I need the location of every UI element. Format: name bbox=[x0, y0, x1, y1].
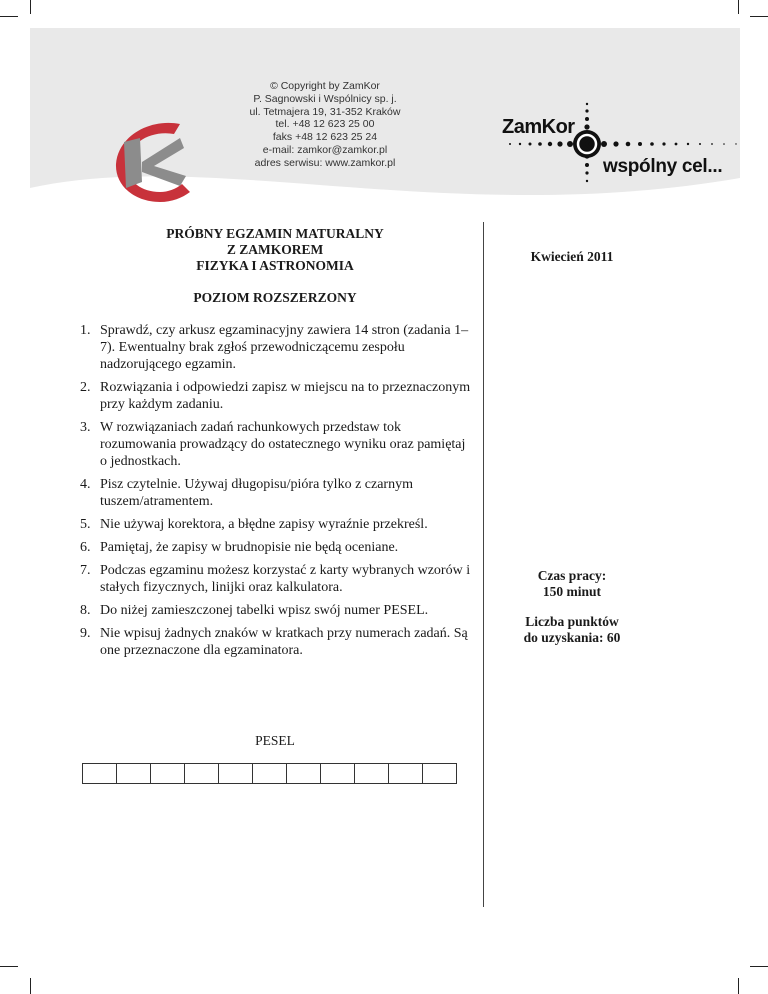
instruction-item bbox=[80, 625, 475, 659]
pesel-cell[interactable] bbox=[82, 763, 117, 784]
instruction-number: 8. bbox=[80, 603, 91, 618]
website-line: adres serwisu: www.zamkor.pl bbox=[254, 156, 396, 169]
crop-mark bbox=[30, 978, 31, 994]
instruction-item bbox=[80, 419, 475, 470]
pesel-cell[interactable] bbox=[422, 763, 457, 784]
instruction-number: 9. bbox=[80, 626, 91, 641]
crop-mark bbox=[738, 978, 739, 994]
crop-mark bbox=[0, 966, 18, 967]
instruction-item bbox=[80, 476, 475, 510]
vertical-divider bbox=[483, 222, 484, 907]
company-line: P. Sagnowski i Wspólnicy sp. j. bbox=[253, 92, 397, 105]
duration-value: 150 minut bbox=[542, 584, 602, 599]
instruction-item bbox=[80, 379, 475, 413]
instruction-text: Do niżej zamieszczonej tabelki wpisz swój numer PESEL. bbox=[100, 603, 429, 618]
instruction-text: Sprawdź, czy arkusz egzaminacyjny zawiera 14 stron (zadania 1–7). Ewentualny brak zgłoś przewodniczącemu zespołu nadzorującego egzamin. bbox=[100, 323, 469, 372]
instruction-text: Rozwiązania i odpowiedzi zapisz w miejscu na to przeznaczonym przy każdym zadaniu. bbox=[100, 380, 471, 412]
instruction-text: Pisz czytelnie. Używaj długopisu/pióra tylko z czarnym tuszem/atramentem. bbox=[100, 477, 413, 509]
brand-slogan: wspólny cel... bbox=[603, 156, 723, 177]
phone-line: tel. +48 12 623 25 00 bbox=[275, 118, 375, 131]
pesel-cell[interactable] bbox=[286, 763, 321, 784]
crop-mark bbox=[750, 16, 768, 17]
points-value: do uzyskania: 60 bbox=[523, 630, 621, 645]
copyright-block bbox=[215, 80, 435, 170]
pesel-label: PESEL bbox=[255, 733, 295, 748]
instruction-number: 6. bbox=[80, 540, 91, 555]
instruction-number: 3. bbox=[80, 420, 91, 435]
pesel-cell[interactable] bbox=[116, 763, 151, 784]
exam-duration bbox=[497, 568, 647, 600]
zamkor-circle-k-icon bbox=[572, 129, 602, 159]
header-band bbox=[30, 28, 740, 218]
instruction-number: 1. bbox=[80, 323, 91, 338]
pesel-grid bbox=[83, 763, 457, 784]
instruction-item bbox=[80, 562, 475, 596]
instruction-number: 2. bbox=[80, 380, 91, 395]
instruction-item bbox=[80, 322, 475, 373]
crop-mark bbox=[30, 0, 31, 14]
brand-dots-decoration bbox=[470, 98, 740, 198]
exam-date: Kwiecień 2011 bbox=[530, 249, 614, 264]
instruction-number: 5. bbox=[80, 517, 91, 532]
instruction-number: 7. bbox=[80, 563, 91, 578]
instruction-text: Nie używaj korektora, a błędne zapisy wyraźnie przekreśl. bbox=[100, 517, 428, 532]
exam-points bbox=[497, 614, 647, 646]
instruction-item bbox=[80, 602, 475, 619]
instruction-item bbox=[80, 539, 475, 556]
crop-mark bbox=[738, 0, 739, 14]
email-line: e-mail: zamkor@zamkor.pl bbox=[262, 143, 388, 156]
pesel-cell[interactable] bbox=[388, 763, 423, 784]
exam-title-line: PRÓBNY EGZAMIN MATURALNY bbox=[166, 226, 384, 241]
exam-title-line: Z ZAMKOREM bbox=[226, 242, 324, 257]
fax-line: faks +48 12 623 25 24 bbox=[272, 131, 378, 144]
brand-name: ZamKor bbox=[502, 116, 575, 138]
exam-title bbox=[100, 226, 450, 274]
crop-mark bbox=[750, 966, 768, 967]
instruction-text: Podczas egzaminu możesz korzystać z karty wybranych wzorów i stałych fizycznych, linijki oraz kalkulatora. bbox=[100, 563, 471, 595]
exam-title-line: FIZYKA I ASTRONOMIA bbox=[196, 258, 354, 273]
pesel-cell[interactable] bbox=[218, 763, 253, 784]
copyright-line: © Copyright by ZamKor bbox=[270, 80, 380, 92]
instruction-text: W rozwiązaniach zadań rachunkowych przedstaw tok rozumowania prowadzący do ostatecznego wyniku oraz pamiętaj o jednostkach. bbox=[100, 420, 466, 469]
address-line: ul. Tetmajera 19, 31-352 Kraków bbox=[249, 105, 401, 118]
crop-mark bbox=[0, 16, 18, 17]
pesel-cell[interactable] bbox=[150, 763, 185, 784]
instruction-text: Pamiętaj, że zapisy w brudnopisie nie będą oceniane. bbox=[100, 540, 399, 555]
instructions-list bbox=[80, 322, 475, 665]
exam-level: POZIOM ROZSZERZONY bbox=[193, 290, 357, 305]
zamkor-k-logo-icon bbox=[110, 116, 210, 206]
pesel-cell[interactable] bbox=[320, 763, 355, 784]
instruction-item bbox=[80, 516, 475, 533]
instruction-number: 4. bbox=[80, 477, 91, 492]
pesel-cell[interactable] bbox=[184, 763, 219, 784]
pesel-cell[interactable] bbox=[354, 763, 389, 784]
pesel-cell[interactable] bbox=[252, 763, 287, 784]
instruction-text: Nie wpisuj żadnych znaków w kratkach przy numerach zadań. Są one przeznaczone dla egzaminatora. bbox=[100, 626, 468, 658]
duration-label: Czas pracy: bbox=[537, 568, 607, 583]
points-label: Liczba punktów bbox=[525, 614, 619, 629]
brand-logo bbox=[470, 98, 740, 198]
